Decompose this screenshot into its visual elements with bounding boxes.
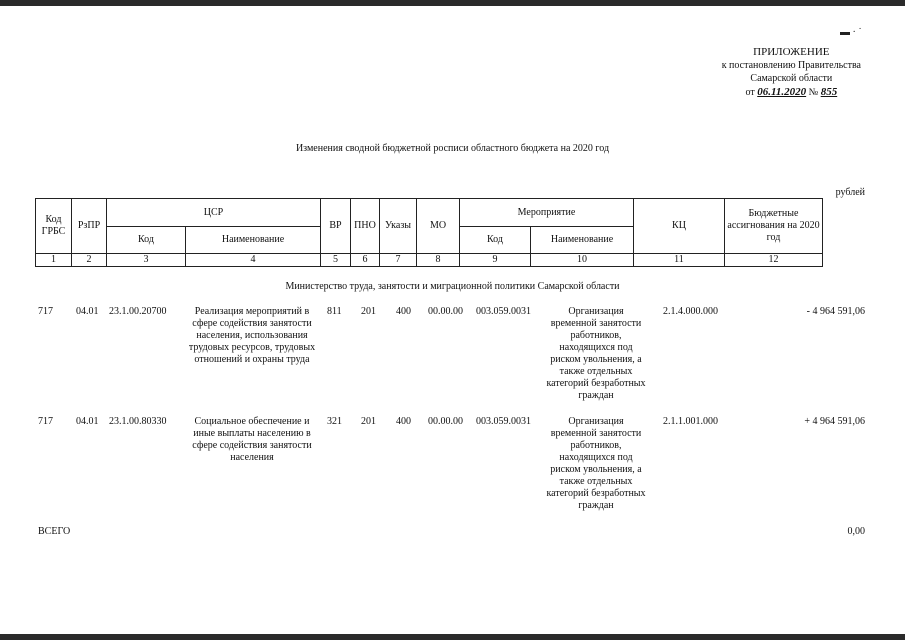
row-pno: 201 bbox=[361, 416, 376, 427]
col-number: 10 bbox=[531, 254, 634, 267]
total-amount: 0,00 bbox=[847, 526, 865, 537]
appendix-line-2: Самарской области bbox=[750, 73, 833, 84]
col-number: 7 bbox=[380, 254, 417, 267]
row-rzpr: 04.01 bbox=[76, 416, 99, 427]
scan-border-top bbox=[0, 0, 905, 6]
col-number: 9 bbox=[460, 254, 531, 267]
row-kc: 2.1.1.001.000 bbox=[663, 416, 718, 427]
row-vr: 321 bbox=[327, 416, 342, 427]
scan-mark: ▬ · ˙ bbox=[840, 27, 862, 38]
row-csr-code: 23.1.00.20700 bbox=[109, 306, 167, 317]
col-event-header: Мероприятие bbox=[460, 199, 634, 227]
col-number: 6 bbox=[351, 254, 380, 267]
col-number: 8 bbox=[417, 254, 460, 267]
row-rzpr: 04.01 bbox=[76, 306, 99, 317]
row-mo: 00.00.00 bbox=[428, 306, 463, 317]
col-pno-header: ПНО bbox=[351, 199, 380, 254]
row-csr-code: 23.1.00.80330 bbox=[109, 416, 167, 427]
row-ukazy: 400 bbox=[396, 416, 411, 427]
col-number: 5 bbox=[321, 254, 351, 267]
row-grbs: 717 bbox=[38, 306, 53, 317]
row-csr-name: Реализация мероприятий в сфере содействия занятости населения, использования трудовых ресурсов, трудовых отношений и охраны труда bbox=[188, 306, 316, 365]
col-kc-header: КЦ bbox=[634, 199, 725, 254]
col-csr-name-header: Наименование bbox=[186, 227, 321, 254]
row-kc: 2.1.4.000.000 bbox=[663, 306, 718, 317]
col-alloc-header: Бюджетные ассигнования на 2020 год bbox=[725, 199, 823, 254]
document-title: Изменения сводной бюджетной росписи областного бюджета на 2020 год bbox=[295, 143, 610, 154]
appendix-line-1: к постановлению Правительства bbox=[721, 60, 861, 71]
header-table bbox=[35, 198, 823, 267]
col-csr-code-header: Код bbox=[107, 227, 186, 254]
col-mo-header: МО bbox=[417, 199, 460, 254]
currency-label: рублей bbox=[835, 187, 865, 198]
col-ukazy-header: Указы bbox=[380, 199, 417, 254]
col-number: 12 bbox=[725, 254, 823, 267]
row-amount: - 4 964 591,06 bbox=[806, 306, 865, 317]
row-event-name: Организация временной занятости работников, находящихся под риском увольнения, а также отдельных категорий безработных граждан bbox=[546, 306, 646, 401]
col-number: 3 bbox=[107, 254, 186, 267]
col-number: 11 bbox=[634, 254, 725, 267]
total-label: ВСЕГО bbox=[38, 526, 71, 537]
decree-date: 06.11.2020 bbox=[757, 86, 807, 98]
row-pno: 201 bbox=[361, 306, 376, 317]
row-ukazy: 400 bbox=[396, 306, 411, 317]
col-event-name-header: Наименование bbox=[531, 227, 634, 254]
row-grbs: 717 bbox=[38, 416, 53, 427]
decree-number: 855 bbox=[820, 86, 838, 98]
col-vr-header: ВР bbox=[321, 199, 351, 254]
decree-line bbox=[722, 86, 861, 99]
col-number: 4 bbox=[186, 254, 321, 267]
row-vr: 811 bbox=[327, 306, 342, 317]
col-rzpr-header: РзПР bbox=[72, 199, 107, 254]
col-number: 2 bbox=[72, 254, 107, 267]
row-mo: 00.00.00 bbox=[428, 416, 463, 427]
scan-border-bottom bbox=[0, 634, 905, 640]
row-csr-name: Социальное обеспечение и иные выплаты населению в сфере содействия занятости населения bbox=[192, 416, 312, 463]
appendix-title: ПРИЛОЖЕНИЕ bbox=[753, 46, 830, 58]
decree-number-label: № bbox=[808, 87, 819, 98]
col-csr-header: ЦСР bbox=[107, 199, 321, 227]
row-amount: + 4 964 591,06 bbox=[804, 416, 865, 427]
appendix-block bbox=[722, 46, 861, 99]
col-event-code-header: Код bbox=[460, 227, 531, 254]
col-grbs-header: Код ГРБС bbox=[36, 199, 72, 254]
col-number: 1 bbox=[36, 254, 72, 267]
decree-from-label: от bbox=[745, 87, 755, 98]
row-event-code: 003.059.0031 bbox=[476, 416, 531, 427]
row-event-name: Организация временной занятости работников, находящихся под риском увольнения, а также отдельных категорий безработных граждан bbox=[546, 416, 646, 511]
row-event-code: 003.059.0031 bbox=[476, 306, 531, 317]
ministry-heading: Министерство труда, занятости и миграционной политики Самарской области bbox=[285, 281, 620, 292]
